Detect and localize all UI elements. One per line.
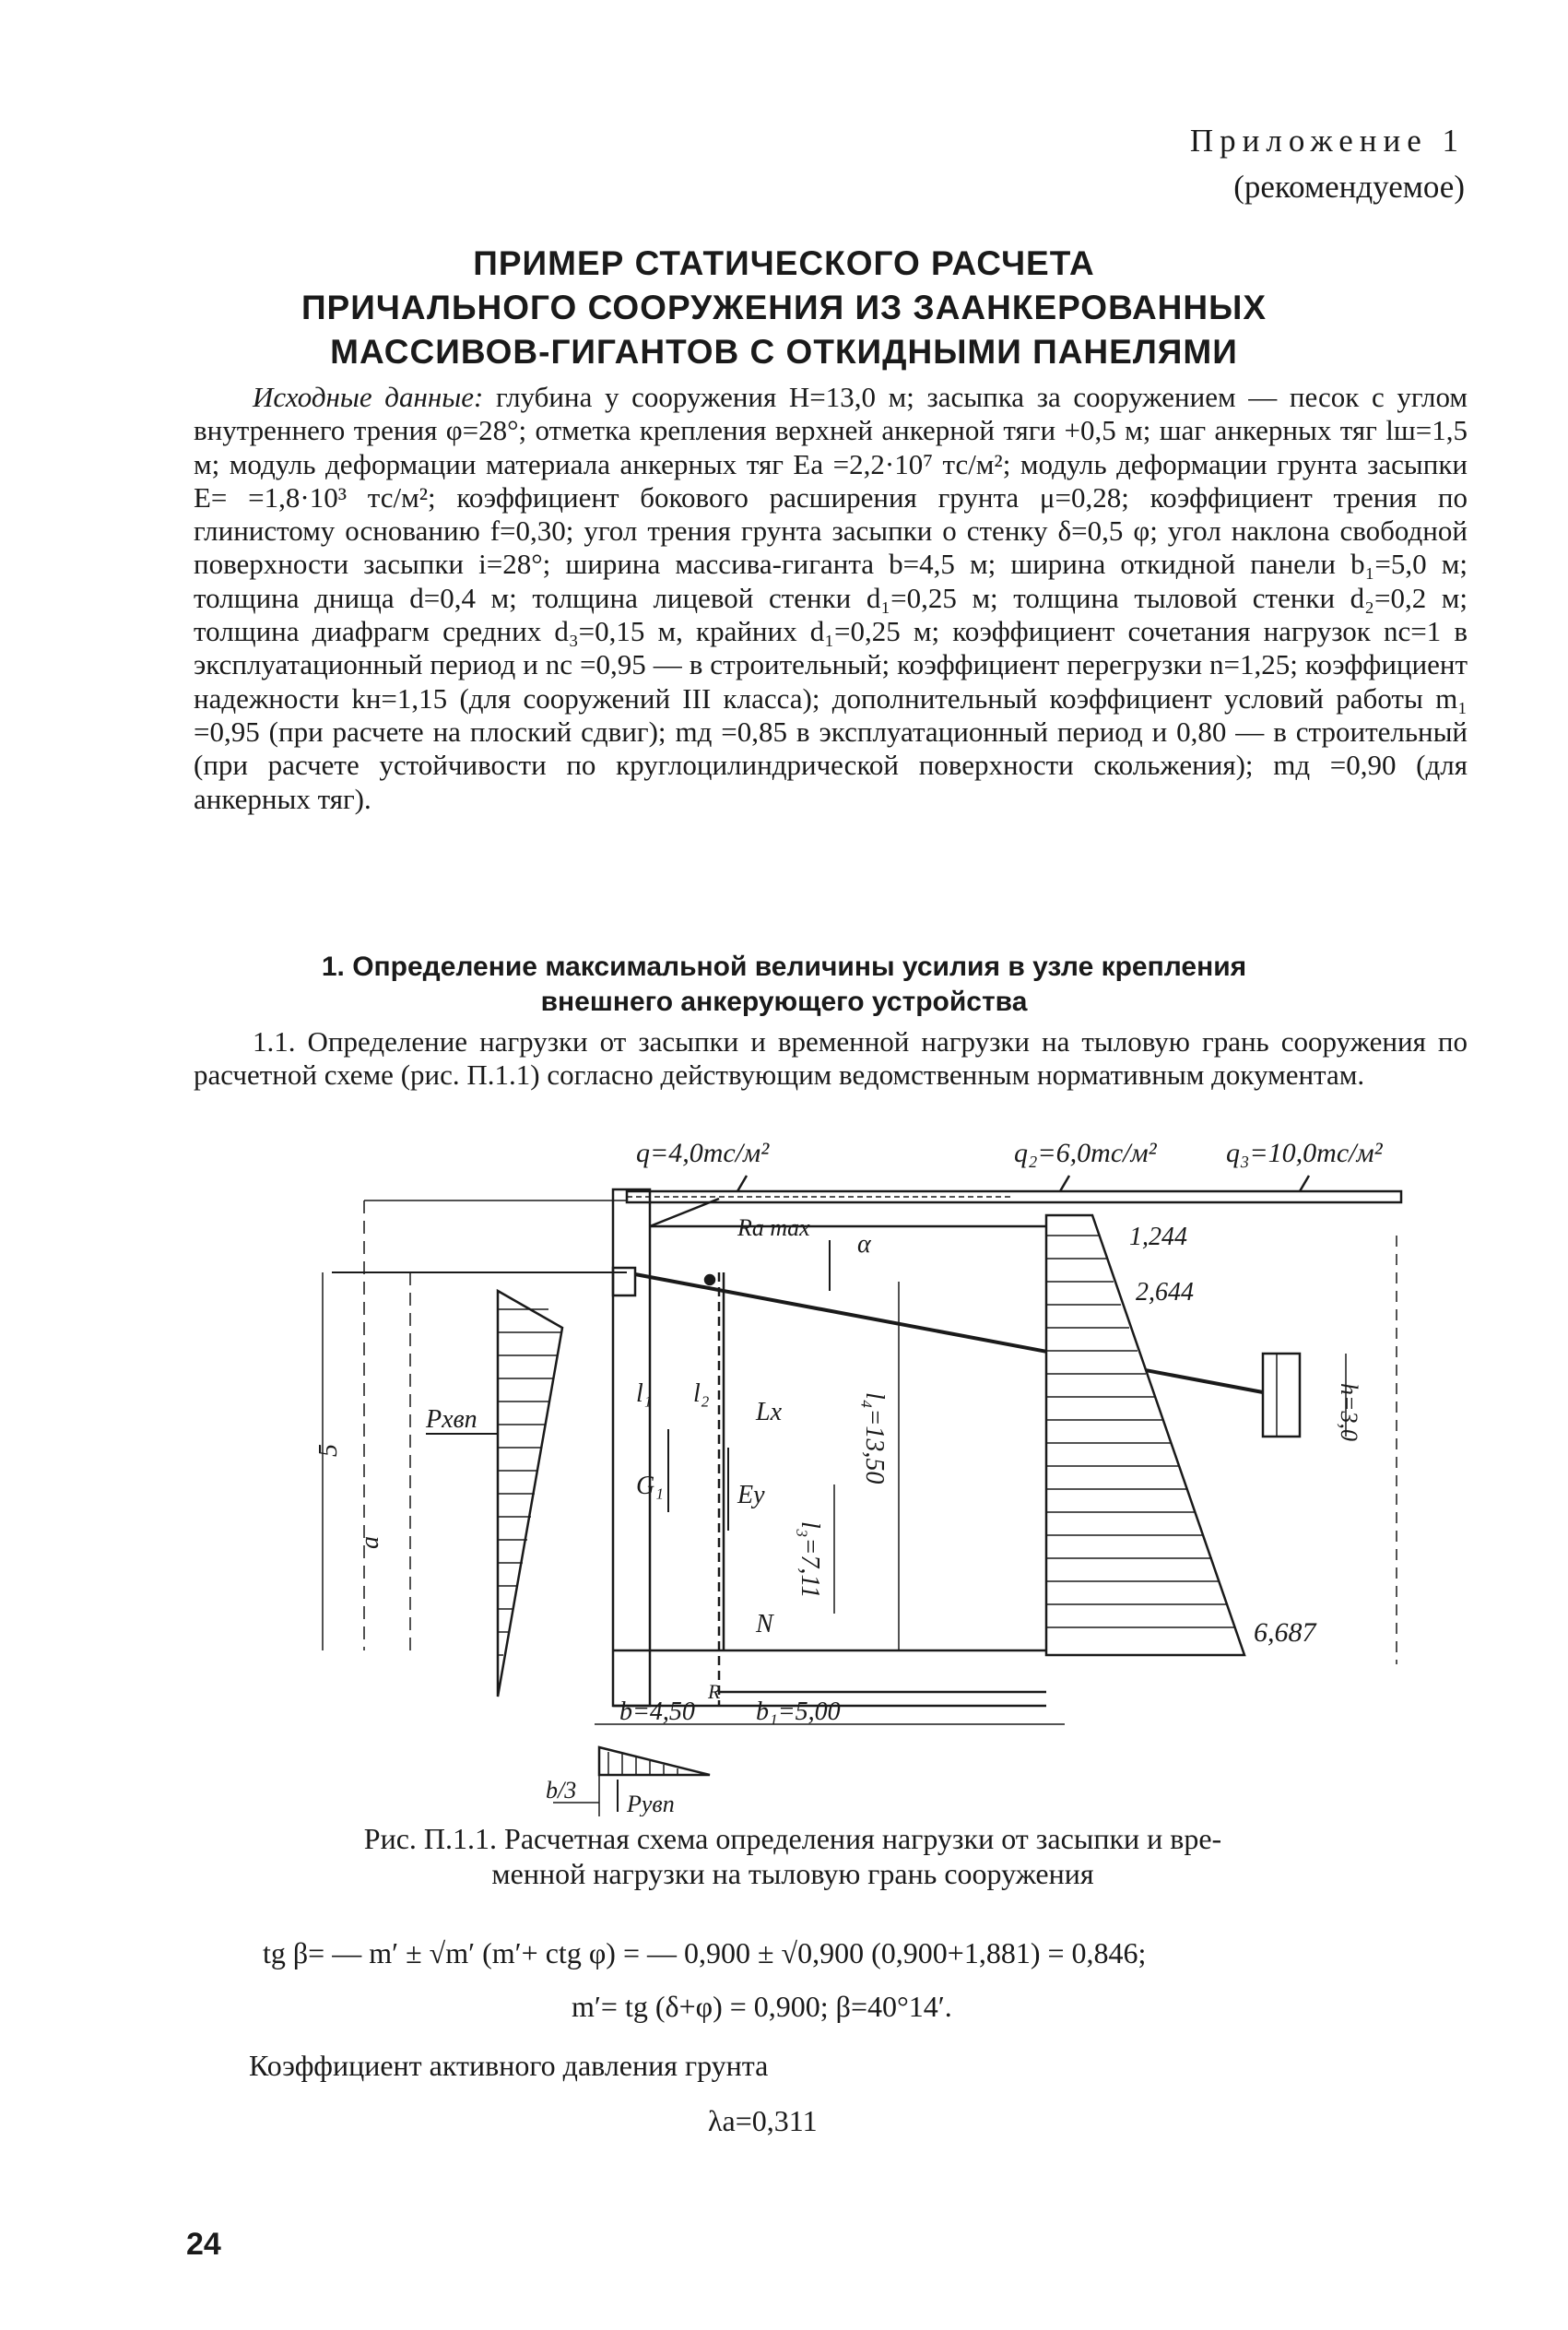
coefficient-value: λа=0,311 bbox=[708, 2104, 818, 2137]
pressure-mid-value: 2,644 bbox=[1136, 1278, 1194, 1307]
pressure-top-value: 1,244 bbox=[1129, 1223, 1187, 1251]
title-line2: ПРИЧАЛЬНОГО СООРУЖЕНИЯ ИЗ ЗААНКЕРОВАННЫХ bbox=[301, 289, 1267, 326]
section-heading-line2: внешнего анкерующего устройства bbox=[540, 987, 1028, 1017]
base-pressure-diagram bbox=[599, 1747, 710, 1775]
g1-label: G₁ bbox=[636, 1472, 664, 1500]
alpha-label: α bbox=[857, 1230, 871, 1259]
page-number: 24 bbox=[186, 2227, 221, 2262]
anchor-height-label: h=3,0 bbox=[1336, 1383, 1362, 1442]
load-q3-label: q₃=10,0тс/м² bbox=[1226, 1138, 1383, 1168]
caption-line1: Рис. П.1.1. Расчетная схема определения нагрузки от засыпки и вре- bbox=[363, 1822, 1222, 1855]
l4-label: l₄=13,50 bbox=[860, 1392, 889, 1484]
figure-caption bbox=[277, 1821, 1309, 1891]
a-label: a bbox=[356, 1536, 384, 1549]
intro-text: глубина у сооружения H=13,0 м; засыпка за сооружением — песок с углом внутреннего трения φ=28°; отметка крепления верхней анкерной тяги +0,5 м; шаг анкерных тяг lш=1,5 м; модуль деформации материала анкерных тяг Eа =2,2·10⁷ тс/м²; модуль деформации грунта засыпки E= =1,8·10³ тс/м²; коэффициент бокового расширения грунта μ=0,28; коэффициент трения по глинистому основанию f=0,30; угол трения грунта засыпки о стенку δ=0,5 φ; угол наклона свободной поверхности засыпки i=28°; ширина массива-гиганта b=4,5 м; ширина откидной панели b₁=5,0 м; толщина днища d=0,4 м; толщина лицевой стенки d₁=0,25 м; толщина тыловой стенки d₂=0,2 м; толщина диафрагм средних d₃=0,15 м, крайних d₁=0,25 м; коэффициент сочетания нагрузок nc=1 в эксплуатационный период и nc =0,95 — в строительный; коэффициент перегрузки n=1,25; коэффициент надежности kн=1,15 (для сооружений III класса); дополнительный коэффициент условий работы m₁ =0,95 (при расчете на плоский сдвиг); mд =0,85 в эксплуатационный период и 0,80 — в строительный (при расчете устойчивости по круглоцилиндрической поверхности скольжения); mд =0,90 (для анкерных тяг). bbox=[194, 381, 1468, 815]
load-q2-label: q₂=6,0тс/м² bbox=[1014, 1138, 1157, 1168]
pxvp-label: Pхвп bbox=[426, 1405, 477, 1434]
b3-label: b/3 bbox=[546, 1777, 577, 1804]
l3-label: l₃=7,11 bbox=[796, 1521, 824, 1599]
b-width-label: b=4,50 bbox=[619, 1697, 695, 1726]
ra-max-label: Ra max bbox=[737, 1214, 810, 1241]
coefficient-label: Коэффициент активного давления грунта bbox=[249, 2049, 769, 2082]
intro-lead: Исходные данные: bbox=[253, 381, 484, 413]
section-paragraph-text: 1.1. Определение нагрузки от засыпки и временной нагрузки на тыловую грань сооружения по расчетной схеме (рис. П.1.1) согласно действующим ведомственным нормативным документам. bbox=[194, 1025, 1468, 1092]
appendix-line2: (рекомендуемое) bbox=[1233, 169, 1465, 205]
design-scheme-figure bbox=[0, 1134, 1568, 1816]
r-label: R bbox=[708, 1680, 721, 1703]
section-paragraph bbox=[194, 1025, 1468, 1093]
section-heading bbox=[0, 950, 1568, 1020]
formula-tg-beta: tg β= — m′ ± √m′ (m′+ ctg φ) = — 0,900 ± √0,900 (0,900+1,881) = 0,846; bbox=[263, 1936, 1147, 1969]
load-q-label: q=4,0тс/м² bbox=[636, 1138, 770, 1168]
title-line1: ПРИМЕР СТАТИЧЕСКОГО РАСЧЕТА bbox=[473, 244, 1095, 282]
pressure-bottom-value: 6,687 bbox=[1254, 1617, 1316, 1648]
appendix-line1: Приложение 1 bbox=[1189, 123, 1465, 159]
title-line3: МАССИВОВ-ГИГАНТОВ С ОТКИДНЫМИ ПАНЕЛЯМИ bbox=[330, 333, 1238, 371]
n-label: N bbox=[756, 1610, 773, 1638]
section-heading-line1: 1. Определение максимальной величины усилия в узле крепления bbox=[321, 952, 1247, 982]
ey-label: Ey bbox=[737, 1481, 765, 1509]
anchor-plate bbox=[1263, 1354, 1300, 1437]
l1-label: l₁ bbox=[636, 1379, 653, 1408]
l2-label: l₂ bbox=[693, 1379, 710, 1408]
pyvp-label: Pувп bbox=[627, 1791, 675, 1816]
formula-m-prime: m′= tg (δ+φ) = 0,900; β=40°14′. bbox=[572, 1990, 952, 2023]
b1-width-label: b₁=5,00 bbox=[756, 1697, 841, 1726]
intro-paragraph bbox=[194, 381, 1468, 816]
lx-label: Lx bbox=[756, 1398, 782, 1426]
appendix-label bbox=[1190, 118, 1465, 210]
document-title bbox=[0, 242, 1568, 374]
s5-label: 5 bbox=[314, 1444, 343, 1457]
caption-line2: менной нагрузки на тыловую грань сооружения bbox=[491, 1857, 1094, 1890]
